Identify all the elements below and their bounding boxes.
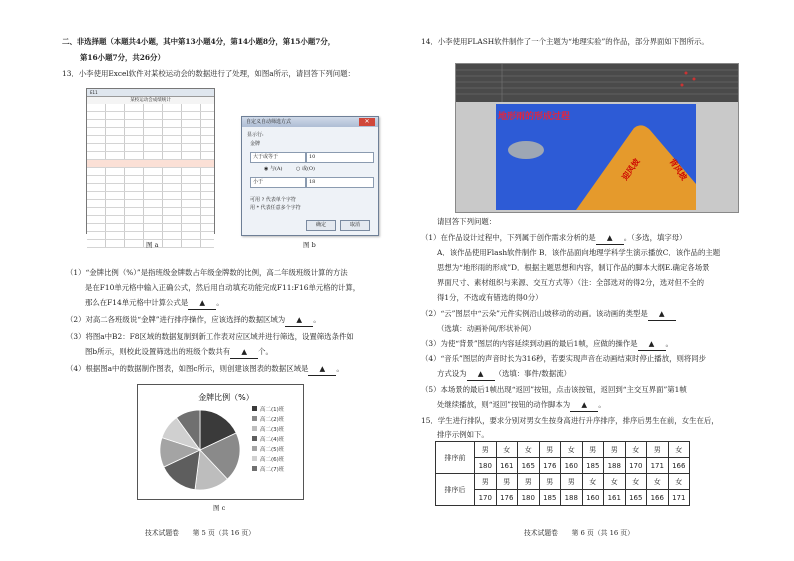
chart-title: 金牌比例（%） (198, 393, 254, 402)
table-cell: 160 (561, 458, 583, 474)
table-cell: 女 (668, 474, 690, 490)
legend-label: 高二(6)班 (260, 457, 285, 463)
q13-part3-suffix: 个。 (258, 347, 273, 356)
q14-part1-options-1: A．该作品使用Flash软件制作 B．该作品面向地理学科学生演示播放C．该作品的主题 (437, 248, 721, 257)
table-cell: 171 (668, 490, 690, 506)
table-cell: 女 (647, 474, 669, 490)
q13-part3-line1: （3）将图a中B2：F8区域的数据复制到新工作表对应区域并进行筛选，设置筛选条件如 (66, 332, 354, 341)
windward-label: 迎风坡 (619, 156, 642, 182)
table-cell: 176 (539, 458, 561, 474)
and-radio-label: 与(A) (269, 166, 283, 172)
show-rows-label: 显示行: (247, 132, 264, 138)
section-header-cont: 第16小题7分，共26分） (80, 53, 165, 62)
sheet-title: 某校运动会成绩统计 (130, 98, 171, 103)
hint-multi-char: 用 * 代表任意多个字符 (250, 205, 301, 211)
q14-part2-note: （选填：动画补间/形状补间） (437, 324, 536, 333)
legend-label: 高二(4)班 (260, 437, 285, 443)
legend-label: 高二(2)班 (260, 417, 285, 423)
q14-part5-line2: 处继续播放，则“返回”按钮的动作脚本为 ▲ 。 (437, 398, 606, 412)
pie-slices (160, 410, 240, 490)
q14-part4-text: 方式设为 (437, 369, 467, 378)
answer-blank: ▲ (308, 362, 336, 376)
q13-part2-text: （2）对高二各班级说“金牌”进行排序操作，应该选择的数据区域为 (66, 315, 286, 324)
legend-swatch (252, 466, 257, 471)
table-cell: 女 (625, 474, 647, 490)
and-radio[interactable]: ◉ 与(A) (264, 166, 283, 172)
table-cell: 165 (518, 458, 540, 474)
table-cell: 男 (539, 474, 561, 490)
hint-single-char: 可用 ? 代表单个字符 (250, 197, 296, 203)
answer-blank: ▲ (570, 398, 598, 412)
q13-part3-text: 图b所示，则校此设置筛选出的班级个数共有 (85, 347, 231, 356)
answer-blank: ▲ (596, 231, 624, 245)
answer-blank: ▲ (638, 337, 666, 351)
after-label: 排序后 (436, 474, 475, 506)
table-cell: 女 (496, 442, 518, 458)
q13-part1-line2: 是在F10单元格中输入正确公式，然后用自动填充功能完成F11:F16单元格的计算， (85, 283, 361, 292)
slide-title: 地形雨的形成过程 (498, 112, 571, 122)
q14-part5-text: 处继续播放，则“返回”按钮的动作脚本为 (437, 400, 571, 409)
leeward-label: 背风坡 (667, 156, 690, 182)
answer-blank: ▲ (285, 313, 313, 327)
q14-part2 (421, 307, 676, 321)
table-cell: 女 (604, 474, 626, 490)
pie-chart (138, 385, 303, 499)
table-cell: 男 (475, 442, 497, 458)
q14-part1-options-3: 界面尺寸、素材组织与来源、交互方式等）（注：全部选对的得2分，选对但不全的 (437, 278, 705, 287)
condition-1-value[interactable]: 10 (306, 152, 374, 163)
answer-blank: ▲ (467, 367, 495, 381)
q14-part1-note: 。（多选，填字母） (623, 233, 687, 242)
table-cell: 188 (604, 458, 626, 474)
q14-part4-note: （选填：事件/数据流） (494, 369, 571, 378)
q14-prompt: 请回答下列问题： (437, 217, 497, 226)
table-cell: 166 (668, 458, 690, 474)
table-cell: 180 (518, 490, 540, 506)
figure-c-caption: 图 c (213, 504, 226, 512)
q13-part1-text: 那么在F14单元格中计算公式是 (85, 298, 189, 307)
table-cell: 171 (647, 458, 669, 474)
table-cell: 男 (539, 442, 561, 458)
legend-swatch (252, 436, 257, 441)
q13-part1-line3: 那么在F14单元格中计算公式是 ▲ 。 (85, 296, 224, 310)
sheet-rows (87, 104, 214, 248)
close-icon[interactable]: ✕ (359, 118, 375, 126)
legend-label: 高二(5)班 (260, 447, 285, 453)
legend-swatch (252, 416, 257, 421)
q13-part1-line1: （1）“金牌比例（%）”是指班级金牌数占年级金牌数的比例，高二年级班级计算的方法 (66, 268, 348, 277)
before-label: 排序前 (436, 442, 475, 474)
table-row (436, 458, 690, 474)
q14-part1-options-2: 思想为“地形雨的形成”D．根据主题思想和内容，制订作品的脚本大纲E.确定各场景 (437, 263, 710, 272)
dialog-title: 自定义自动筛选方式 (242, 117, 378, 127)
legend-label: 高二(7)班 (260, 467, 285, 473)
answer-blank: ▲ (188, 296, 216, 310)
table-cell: 男 (518, 474, 540, 490)
answer-blank: ▲ (230, 345, 258, 359)
figure-a-caption: 图 a (146, 241, 159, 249)
cloud-shape (508, 141, 544, 159)
table-cell: 185 (582, 458, 604, 474)
table-cell: 188 (561, 490, 583, 506)
cancel-button[interactable]: 取消 (340, 220, 370, 231)
legend-swatch (252, 446, 257, 451)
q14-part2-text: （2）“云”图层中“云朵”元件实例沿山坡移动的动画。该动画的类型是 (421, 309, 648, 318)
q13-part3-line2 (85, 345, 273, 359)
table-cell: 165 (625, 490, 647, 506)
table-cell: 男 (582, 442, 604, 458)
condition-2-operator[interactable]: 小于 (250, 177, 306, 188)
q14-part5-line1: （5）本场景的最后1帧出现“返回”按钮，点击该按钮，返回到“主交互界面”第1帧 (421, 385, 687, 394)
table-row (436, 442, 690, 458)
table-cell: 170 (625, 458, 647, 474)
q13-part4-text: （4）根据图a中的数据制作图表，如图c所示，则创建该图表的数据区域是 (66, 364, 309, 373)
q13-part2: （2）对高二各班级说“金牌”进行排序操作，应该选择的数据区域为 ▲ 。 (66, 313, 321, 327)
legend-swatch (252, 456, 257, 461)
table-cell: 160 (582, 490, 604, 506)
or-radio-label: 或(O) (301, 166, 315, 172)
answer-blank: ▲ (648, 307, 676, 321)
table-cell: 166 (647, 490, 669, 506)
field-name-label: 金牌 (250, 141, 261, 147)
condition-1-operator[interactable]: 大于或等于 (250, 152, 306, 163)
table-cell: 男 (561, 474, 583, 490)
table-row (436, 490, 690, 506)
table-cell: 176 (496, 490, 518, 506)
flash-editor (456, 64, 738, 212)
table-cell: 男 (475, 474, 497, 490)
condition-2-value[interactable]: 18 (306, 177, 374, 188)
table-cell: 161 (496, 458, 518, 474)
table-cell: 女 (625, 442, 647, 458)
question-14-intro: 14．小李使用FLASH软件制作了一个主题为“地理实验”的作品，部分界面如下图所示。 (421, 37, 709, 46)
table-cell: 女 (561, 442, 583, 458)
q14-part1-text: （1）在作品设计过程中，下列属于创作需求分析的是 (421, 233, 596, 242)
ok-button[interactable]: 确定 (306, 220, 336, 231)
table-cell: 女 (668, 442, 690, 458)
question-15-line2: 排序示例如下。 (437, 430, 489, 439)
custom-autofilter-dialog (241, 116, 379, 236)
table-cell: 170 (475, 490, 497, 506)
page-footer-left: 技术试题卷 第 5 页（共 16 页） (145, 529, 255, 537)
section-header: 二、非选择题（本题共4小题，其中第13小题4分，第14小题8分，第15小题7分， (62, 37, 336, 46)
table-cell: 男 (604, 442, 626, 458)
table-cell: 男 (496, 474, 518, 490)
table-cell: 男 (647, 442, 669, 458)
flash-editor-screenshot (455, 63, 739, 213)
question-13-intro: 13．小李使用Excel软件对某校运动会的数据进行了处理，如图a所示，请回答下列问题： (62, 69, 355, 78)
q14-part4-line2 (437, 367, 571, 381)
legend-swatch (252, 426, 257, 431)
pie-chart-figure (137, 384, 304, 500)
q14-part1-options-4: 得1分，不选或有错选的得0分） (437, 293, 543, 302)
table-cell: 女 (582, 474, 604, 490)
spreadsheet-figure (86, 88, 215, 234)
table-row (436, 474, 690, 490)
formula-bar: E11 (87, 89, 214, 97)
legend-label: 高二(3)班 (260, 427, 285, 433)
q14-part4-line1: （4）“音乐”图层的声音时长为316秒，若要实现声音在动画结束时停止播放，则将同步 (421, 354, 707, 363)
question-15-line1: 15．学生进行排队，要求分别对男女生按身高进行升序排序，排序后男生在前，女生在后， (421, 416, 719, 425)
q14-part3-text: （3）为使“背景”图层的内容延续到动画的最后1帧，应做的操作是 (421, 339, 638, 348)
page-footer-right: 技术试题卷 第 6 页（共 16 页） (524, 529, 634, 537)
chart-legend (252, 405, 285, 473)
table-cell: 180 (475, 458, 497, 474)
sorting-example-table (435, 441, 690, 506)
legend-label: 高二(1)班 (260, 407, 285, 413)
q14-part1 (421, 231, 687, 245)
legend-swatch (252, 406, 257, 411)
table-cell: 女 (518, 442, 540, 458)
q13-part4: （4）根据图a中的数据制作图表，如图c所示，则创建该图表的数据区域是 ▲ 。 (66, 362, 344, 376)
table-cell: 161 (604, 490, 626, 506)
table-cell: 185 (539, 490, 561, 506)
q14-part3: （3）为使“背景”图层的内容延续到动画的最后1帧，应做的操作是 ▲ 。 (421, 337, 673, 351)
figure-b-caption: 图 b (303, 241, 316, 249)
or-radio[interactable]: ○ 或(O) (296, 166, 315, 172)
